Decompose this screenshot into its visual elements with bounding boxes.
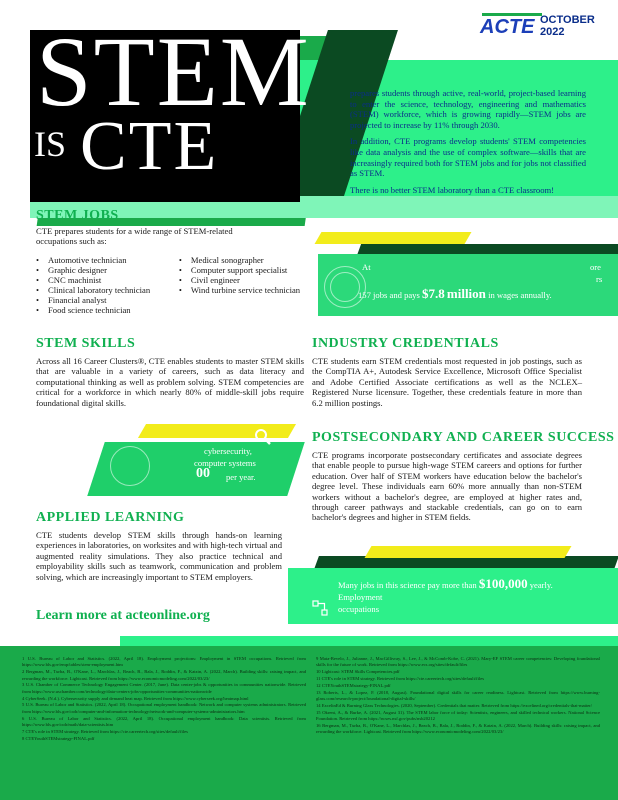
stem-skills-heading: STEM SKILLS (36, 336, 136, 351)
callout-yellow-bar (365, 546, 572, 558)
callout-text: Employment (338, 592, 383, 602)
callout-value: $7.8 (421, 286, 445, 301)
intro-text (350, 88, 586, 201)
list-item: • Clinical laboratory technician (36, 285, 169, 295)
list-item: • Wind turbine service technician (179, 285, 306, 295)
title-stem: STEM (36, 16, 311, 127)
callout-text: occupations (338, 604, 380, 614)
stem-jobs-lead: CTE prepares students for a wide range of STEM-related occupations such as: (36, 226, 233, 247)
callout-text: Many jobs in this science pay more than (338, 580, 477, 590)
magnifier-icon (254, 428, 272, 446)
footnote: 13 Roberts, L., & Lopez, F. (2018, August). Foundational digital skills for career readiness. Lightcast. Retrieved from https://www.burning-glass.com/research-project/foundational-digital-skills/ (316, 689, 600, 701)
list-item: • Graphic designer (36, 265, 169, 275)
footnote: 9 Mata-Bevelo, J., Julianne, J., MacGillivray, S., Lee, J., & McComb-Kobe, C. (2021). Mary-EF STEM career competencies: Developing foundational skills for the future of work. Retrieved from https://www.ecs.org/sites/default/files (316, 656, 600, 668)
footnote: 7 CTE's role in STEM strategy. Retrieved from https://cte.careertech.org/sites/default/files (22, 728, 188, 734)
callout-value: 00 (196, 466, 210, 481)
ring-decoration (110, 446, 150, 486)
footnote: 1 U.S. Bureau of Labor and Statistics. (2022, April 18). Employment projections: Employment in STEM occupations. Retrieved from https://www.bls.gov/emp/tables/stem-employment.htm (22, 656, 306, 668)
occupation-column (36, 255, 169, 315)
applied-learning-body: CTE students develop STEM skills through hands-on learning experiences in laboratories, on worksites and with high-tech virtual and augmented reality simulations. They also practice technical and employability skills such as teamwork, communication and problem solving, which are increasingly important to STEM employers. (36, 530, 282, 582)
intro-paragraph: prepares students through active, real-world, project-based learning to enter the science, technology, engineering and mathematics (STEM) workforce, which is growing rapidly—STEM jobs are projected to increase by 11% through 2030. (350, 88, 586, 130)
applied-learning-heading: APPLIED LEARNING (36, 510, 185, 525)
issue-date: OCTOBER 2022 (540, 14, 595, 38)
callout-unit: million (446, 286, 486, 301)
callout-text: rs (596, 274, 603, 284)
occupation-column (179, 255, 306, 315)
stem-jobs-heading: STEM JOBS (36, 208, 119, 223)
list-item: • Automotive technician (36, 255, 169, 265)
list-item: • CNC machinist (36, 275, 169, 285)
stem-skills-body: Across all 16 Career Clusters®, CTE enables students to master STEM skills that are valuable in a variety of careers, such as data literacy and computational thinking as well as problem solving. STEM competencies are critical for a workforce in which nearly 80% of middle-skill jobs require foundational digital skills. (36, 356, 304, 408)
footnote: 5 U.S. Bureau of Labor and Statistics. (2022, April 18). Occupational employment handbook: Network and computer systems administrators. Retrieved from https://www.bls.gov/ooh/computer-and-information-technology/network-and-computer-systems-administrators.htm (22, 702, 306, 714)
footnotes-left (22, 656, 306, 742)
footnote: 14 ExcelinEd & Burning Glass Technologies. (2020, September). Credentials that matter. Retrieved from https://excelined.org/credentials-that-matter/ (316, 702, 593, 708)
acte-logo: ACTE (480, 16, 535, 38)
callout-line (338, 578, 553, 591)
callout-text: yearly. (529, 580, 553, 590)
callout-text: in wages annually. (488, 290, 552, 300)
credentials-heading: INDUSTRY CREDENTIALS (312, 336, 499, 351)
postsecondary-body: CTE programs incorporate postsecondary certificates and associate degrees that enable people to pursue high-wage STEM careers and options for further education. Over half of STEM workers have education below the bachelor's degree level. These individuals earn 60% more annually than non-STEM workers without a bachelor's degree, are employed at higher rates and, through career pathways and stackable credentials, can go on to earn bachelor's degrees and higher in STEM fields. (312, 450, 582, 523)
callout-text: cybersecurity, (204, 446, 252, 456)
ring-decoration (324, 266, 366, 308)
footnote: 10 Lightcast: STEM Skills Competencies.pdf (316, 669, 400, 675)
callout-text: per year. (226, 472, 256, 482)
list-item: • Civil engineer (179, 275, 306, 285)
callout-high-wage (288, 540, 618, 624)
postsecondary-heading: POSTSECONDARY AND CAREER SUCCESS (312, 430, 615, 445)
callout-value: $100,000 (478, 576, 528, 591)
callout-text: ore (590, 262, 601, 272)
credentials-body: CTE students earn STEM credentials most requested in job postings, such as the CompTIA A+, Autodesk Service Excellence, Microsoft Office Specialist and Adobe Certified Associate certifications as well as the NCLEX–Registered Nurse licensure. Together, these credentials feature in more than 6.2 million postings. (312, 356, 582, 408)
footnote: 4 CyberSeek. (N.d.). Cybersecurity supply and demand heat map. Retrieved from https://www.cyberseek.org/heatmap.html (22, 695, 249, 701)
intro-paragraph: There is no better STEM laboratory than a CTE classroom! (350, 184, 555, 195)
footnote: 6 U.S. Bureau of Labor and Statistics. (2022, April 18). Occupational employment handbook: Data scientists. Retrieved from https://www.bls.gov/ooh/math/data-scientists.htm (22, 715, 306, 728)
list-item: • Financial analyst (36, 295, 169, 305)
footnote: 2 Bergman, M., Turba, B., O'Kane, L., Marchlas, J., Beach, B., Bala, J., Roddin, F., & Katzin, A. (2022, March). Building skills: raising impact, and rewarding the workforce. Lightcast. Retrieved from https://www.economicmodeling.com/2022/03/23/ (22, 669, 306, 681)
callout-text: At (362, 262, 371, 272)
callout-yellow-bar (315, 232, 472, 244)
title-cte: CTE (80, 108, 219, 185)
list-item: • Computer support specialist (179, 265, 306, 275)
footnote: 12 CTEYouthSTEMstrategy-FINAL.pdf (316, 682, 391, 688)
title-is: IS (34, 124, 67, 164)
callout-data-centers (318, 232, 618, 316)
footnote: 15 Okrent, A., & Burke, A. (2021, August 31). The STEM labor force of today: Scientists, engineers, and skilled technical workers. National Science Foundation. Retrieved from https://ncses.nsf.gov/pubs/nsb20212 (316, 709, 600, 721)
learn-more-link[interactable]: Learn more at acteonline.org (36, 608, 210, 623)
callout-text: 157 jobs and pays (358, 290, 420, 300)
list-item: • Food science technician (36, 305, 169, 315)
network-icon (312, 600, 328, 616)
list-item: • Medical sonographer (179, 255, 306, 265)
callout-yellow-bar (138, 424, 296, 438)
callout-wages (358, 288, 552, 301)
footnote: 16 Bergman, M., Turba, B., O'Kane, L., Marchlas, J., Beach, B., Bala, J., Roddin, F., & Katzin, A. (2022, March). Building skills: raising impact, and rewarding the workforce. Lightcast. Retrieved from https://www.economicmodeling.com/2022/03/23/ (316, 722, 600, 735)
footnotes-right (316, 656, 600, 736)
footnote: 3 U.S. Chamber of Commerce Technology Engagement Center. (2017, June). Data center-jobs & opportunities in communities nationwide. Retrieved from https://www.uschamber.com/technology/data-centers-jobs-opportunities-communities-nationwide (22, 682, 306, 694)
callout-text: computer systems (194, 458, 256, 468)
footnote: 11 CTE's role in STEM strategy. Retrieved from https://cte.careertech.org/sites/default/files (316, 676, 485, 681)
occupation-list (36, 255, 306, 315)
intro-paragraph: In addition, CTE programs develop students' STEM competencies like data analysis and the use of complex software—skills that are increasingly required both for STEM jobs and for jobs not classified as STEM. (350, 136, 586, 179)
footnote: 8 CTEYouthSTEMstrategy-FINAL.pdf (22, 735, 95, 741)
callout-cybersecurity (96, 424, 306, 496)
